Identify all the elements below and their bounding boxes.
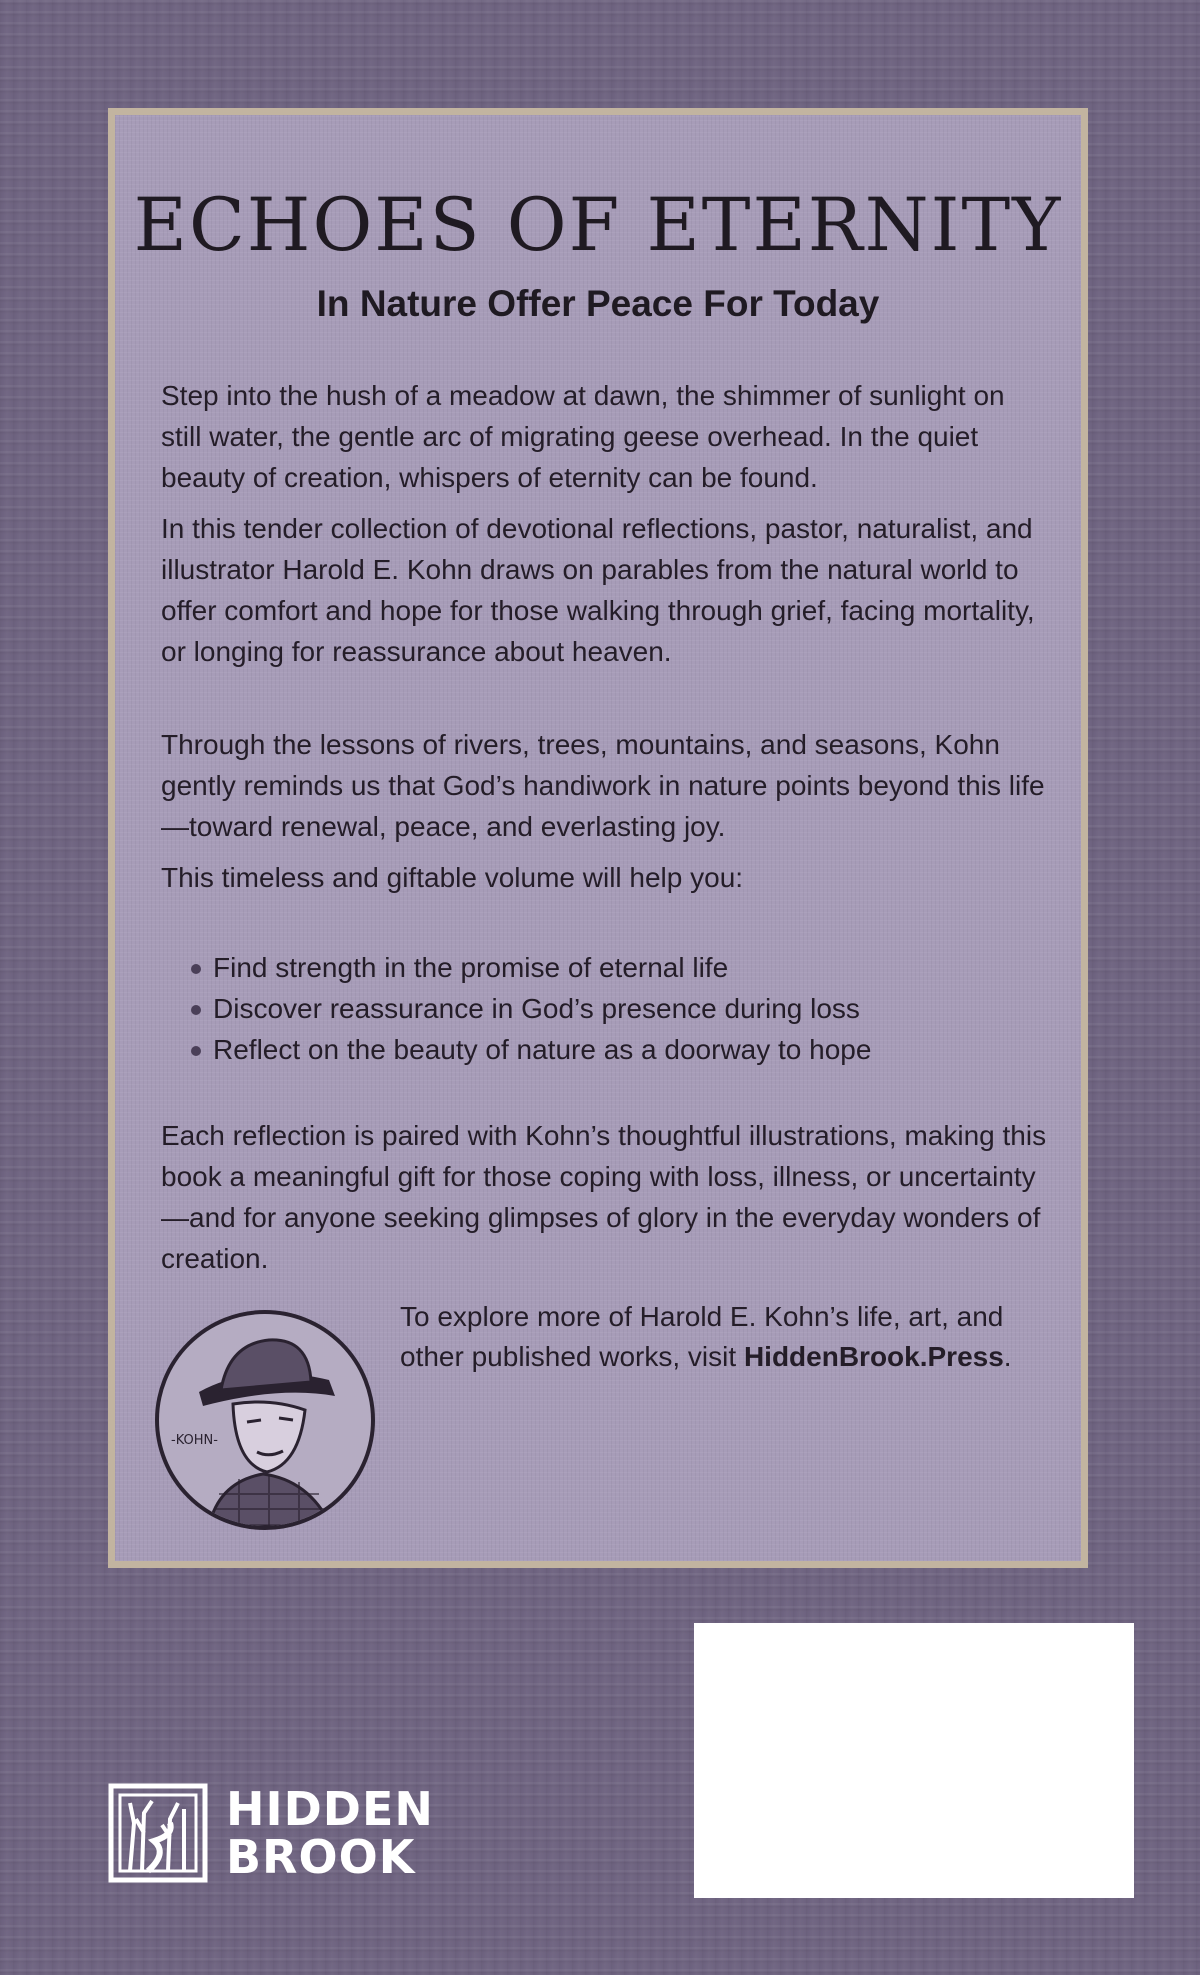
benefits-list — [191, 947, 871, 1070]
description-panel-inner — [115, 115, 1081, 1561]
publisher-name — [226, 1782, 434, 1884]
list-item: Reflect on the beauty of nature as a doorway to hope — [191, 1029, 871, 1070]
publisher-name-line2: BROOK — [226, 1830, 416, 1884]
visit-end: . — [1003, 1341, 1012, 1372]
book-title: ECHOES OF ETERNITY — [133, 183, 1063, 268]
list-item: Discover reassurance in God’s presence during loss — [191, 988, 871, 1029]
paragraph-help-intro: This timeless and giftable volume will help you: — [161, 862, 744, 893]
publisher-logo — [108, 1783, 468, 1883]
paragraph-lessons: Through the lessons of rivers, trees, mountains, and seasons, Kohn gently reminds us that God’s handiwork in nature points beyond this life—toward renewal, peace, and everlasting joy. — [161, 729, 1045, 842]
barcode-area — [694, 1623, 1134, 1898]
visit-note — [400, 1297, 1040, 1377]
paragraph-intro: Step into the hush of a meadow at dawn, the shimmer of sunlight on still water, the gentle arc of migrating geese overhead. In the quiet beauty of creation, whispers of eternity can be found. — [161, 380, 1005, 493]
author-portrait — [155, 1310, 375, 1530]
publisher-name-line1: HIDDEN — [226, 1782, 434, 1836]
author-portrait-drawing — [159, 1314, 371, 1526]
hidden-brook-logo-icon — [108, 1783, 208, 1883]
list-item: Find strength in the promise of eternal life — [191, 947, 871, 988]
description-panel — [108, 108, 1088, 1568]
book-subtitle: In Nature Offer Peace For Today — [316, 283, 880, 324]
portrait-signature: -KOHN- — [171, 1433, 218, 1448]
paragraph-collection: In this tender collection of devotional reflections, pastor, naturalist, and illustrator Harold E. Kohn draws on parables from the natural world to offer comfort and hope for those walking through grief, facing mortality, or longing for reassurance about heaven. — [161, 513, 1035, 667]
website-link[interactable]: HiddenBrook.Press — [743, 1341, 1004, 1372]
paragraph-closing: Each reflection is paired with Kohn’s thoughtful illustrations, making this book a meaningful gift for those coping with loss, illness, or uncertainty—and for anyone seeking glimpses of glory in the everyday wonders of creation. — [161, 1120, 1047, 1274]
visit-text: To explore more of Harold E. Kohn’s life, art, and other published works, visit — [400, 1301, 1004, 1372]
